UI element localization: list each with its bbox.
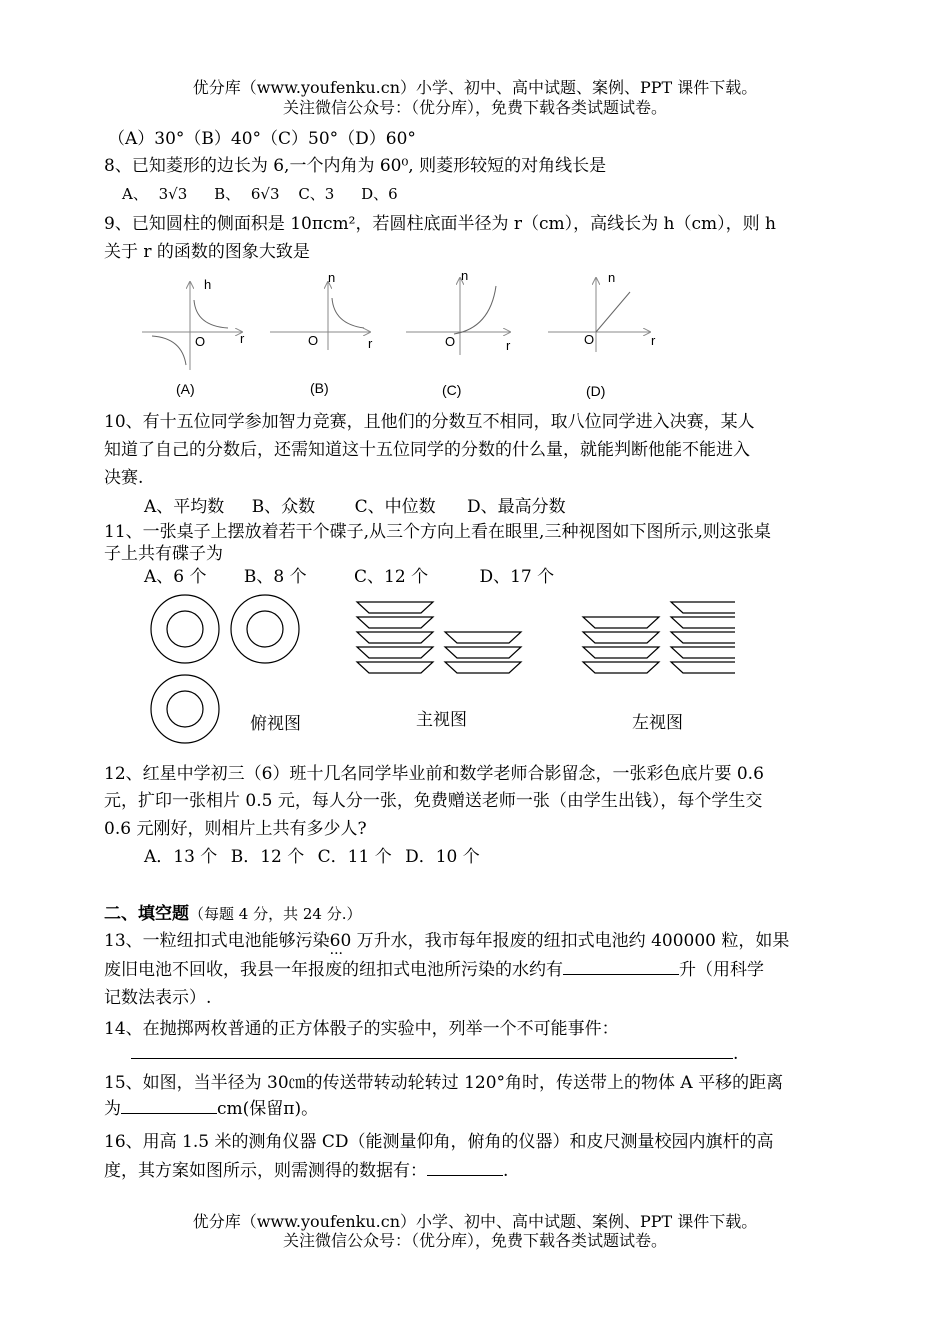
q14-answer-blank[interactable] <box>131 1044 733 1059</box>
q10-line-3: 决赛. <box>104 468 144 488</box>
q13-emphasis: 60 万 ··· <box>330 929 374 954</box>
graph-a-caption: (A) <box>176 381 195 397</box>
q10-line-1: 10、有十五位同学参加智力竞赛，且他们的分数互不相同，取八位同学进入决赛，某人 <box>104 412 755 432</box>
q11-option-c: C、12 个 <box>354 567 429 587</box>
q13-line-2 <box>104 958 764 983</box>
q13-answer-blank[interactable] <box>563 960 679 975</box>
graph-c-y-label: n <box>461 268 469 283</box>
q16-period: . <box>503 1161 509 1181</box>
q11-option-d: D、17 个 <box>479 567 555 587</box>
graph-c-x-label: r <box>506 338 511 353</box>
footer-line-1: 优分库（www.youfenku.cn）小学、初中、高中试题、案例、PPT 课件下载。 <box>192 1212 758 1231</box>
q13-line-1-start: 13、一粒纽扣式电池能够污染 <box>104 931 330 951</box>
graph-d-origin-label: O <box>584 332 595 347</box>
graph-d-caption: (D) <box>586 383 606 399</box>
q11-option-a: A、6 个 <box>144 567 207 587</box>
q11-options <box>144 565 554 590</box>
top-view-label: 俯视图 <box>250 714 301 734</box>
graph-b-y-label: n <box>328 270 336 285</box>
graph-d-x-label: r <box>651 333 656 348</box>
graph-b-caption: (B) <box>310 380 329 396</box>
graph-b <box>270 282 373 351</box>
graph-d <box>548 278 650 352</box>
q16-line-2-start: 度，其方案如图所示，则需测得的数据有： <box>104 1161 427 1181</box>
q12-option-b: B．12 个 <box>230 847 305 867</box>
q10-options <box>144 495 566 520</box>
graph-a-y-label: h <box>204 277 212 292</box>
q11-line-2: 子上共有碟子为 <box>104 544 223 564</box>
q8-option-c: C、3 <box>298 185 335 203</box>
top-view-plate-1-inner <box>167 611 203 647</box>
q8-option-a-value: 3√3 <box>158 185 188 203</box>
q12-line-2: 元，扩印一张相片 0.5 元，每人分一张，免费赠送老师一张（由学生出钱），每个学生交 <box>104 791 763 811</box>
graph-c <box>406 278 510 355</box>
q14-line-1: 14、在抛掷两枚普通的正方体骰子的实验中，列举一个不可能事件： <box>104 1019 619 1039</box>
q8-option-b: B、 <box>214 185 241 203</box>
graph-c-caption: (C) <box>442 382 462 398</box>
q13-line-2-start: 废旧电池不回收，我县一年报废的纽扣式电池所污染的水约有 <box>104 960 563 980</box>
graph-b-x-label: r <box>368 336 373 351</box>
section-2-note: （每题 4 分，共 24 分.） <box>189 905 362 923</box>
section-2-title: 二、填空题 <box>104 904 189 924</box>
top-view-plate-3-inner <box>167 691 203 727</box>
front-view-stack-1 <box>357 602 433 673</box>
graph-a-curve-1 <box>194 300 228 328</box>
front-view-stack-2 <box>445 632 521 673</box>
q10-option-c: C、中位数 <box>354 497 436 517</box>
q12-line-3: 0.6 元刚好，则相片上共有多少人? <box>104 819 367 839</box>
graph-a <box>142 282 245 370</box>
top-view-plate-2-outer <box>231 595 299 663</box>
q15-line-2-end: cm(保留π)。 <box>217 1099 319 1119</box>
q9-line-2: 关于 r 的函数的图象大致是 <box>104 242 310 262</box>
q12-options <box>144 845 480 870</box>
front-view-label: 主视图 <box>416 710 467 730</box>
q15-line-1: 15、如图，当半径为 30㎝的传送带转动轮转过 120°角时，传送带上的物体 A 平移的距离 <box>104 1073 784 1093</box>
q12-option-c: C．11 个 <box>317 847 392 867</box>
q14-period: . <box>733 1044 739 1064</box>
q12-option-d: D．10 个 <box>405 847 480 867</box>
graph-d-line <box>596 292 630 332</box>
q7-options: （A）30°（B）40°（C）50°（D）60° <box>108 129 416 149</box>
q15-answer-blank[interactable] <box>121 1099 217 1114</box>
q15-line-2 <box>104 1097 318 1122</box>
top-view-plate-1-outer <box>151 595 219 663</box>
left-view-stack-1 <box>583 617 659 673</box>
graph-b-origin-label: O <box>308 333 319 348</box>
q14-answer-row <box>131 1042 738 1067</box>
graph-b-curve <box>332 298 364 328</box>
q16-line-2 <box>104 1159 508 1184</box>
q16-line-1: 16、用高 1.5 米的测角仪器 CD（能测量仰角，俯角的仪器）和皮尺测量校园内旗杆的高 <box>104 1132 774 1152</box>
header-line-2: 关注微信公众号：（优分库），免费下载各类试题试卷。 <box>282 98 667 117</box>
graph-a-x-label: r <box>240 331 245 346</box>
graph-d-y-label: n <box>608 270 616 285</box>
q16-answer-blank[interactable] <box>427 1161 503 1176</box>
q8-text: 8、已知菱形的边长为 6,一个内角为 60⁰, 则菱形较短的对角线长是 <box>104 156 607 176</box>
q10-option-b: B、众数 <box>251 497 316 517</box>
footer-line-2: 关注微信公众号：（优分库），免费下载各类试题试卷。 <box>282 1231 667 1250</box>
left-view-label: 左视图 <box>632 713 683 733</box>
graph-a-origin-label: O <box>195 334 206 349</box>
q9-line-1: 9、已知圆柱的侧面积是 10πcm²，若圆柱底面半径为 r（cm），高线长为 h（cm），则 h <box>104 214 776 234</box>
top-view-plate-2-inner <box>247 611 283 647</box>
q12-line-1: 12、红星中学初三（6）班十几名同学毕业前和数学老师合影留念，一张彩色底片要 0.6 <box>104 764 764 784</box>
q8-options <box>122 183 398 204</box>
q11-option-b: B、8 个 <box>243 567 307 587</box>
section-2-heading <box>104 902 361 927</box>
q13-line-1 <box>104 929 789 954</box>
q8-option-b-value: 6√3 <box>250 185 280 203</box>
q11-line-1: 11、一张桌子上摆放着若干个碟子,从三个方向上看在眼里,三种视图如下图所示,则这张桌 <box>104 522 771 542</box>
q10-line-2: 知道了自己的分数后，还需知道这十五位同学的分数的什么量，就能判断他能不能进入 <box>104 440 750 460</box>
q13-line-2-end: 升（用科学 <box>679 960 764 980</box>
q8-option-d: D、6 <box>361 185 398 203</box>
q12-option-a: A．13 个 <box>144 847 218 867</box>
left-view-stack-2 <box>671 602 735 673</box>
q10-option-d: D、最高分数 <box>467 497 566 517</box>
q15-line-2-start: 为 <box>104 1099 121 1119</box>
q10-option-a: A、平均数 <box>144 497 225 517</box>
q8-option-a: A、 <box>122 185 148 203</box>
header-line-1: 优分库（www.youfenku.cn）小学、初中、高中试题、案例、PPT 课件下载。 <box>192 78 758 97</box>
top-view-plate-3-outer <box>151 675 219 743</box>
q13-line-1-end: 升水，我市每年报废的纽扣式电池约 400000 粒，如果 <box>373 931 790 951</box>
graph-c-origin-label: O <box>445 334 456 349</box>
q13-line-3: 记数法表示）. <box>104 988 212 1008</box>
graph-a-curve-2 <box>152 336 186 365</box>
